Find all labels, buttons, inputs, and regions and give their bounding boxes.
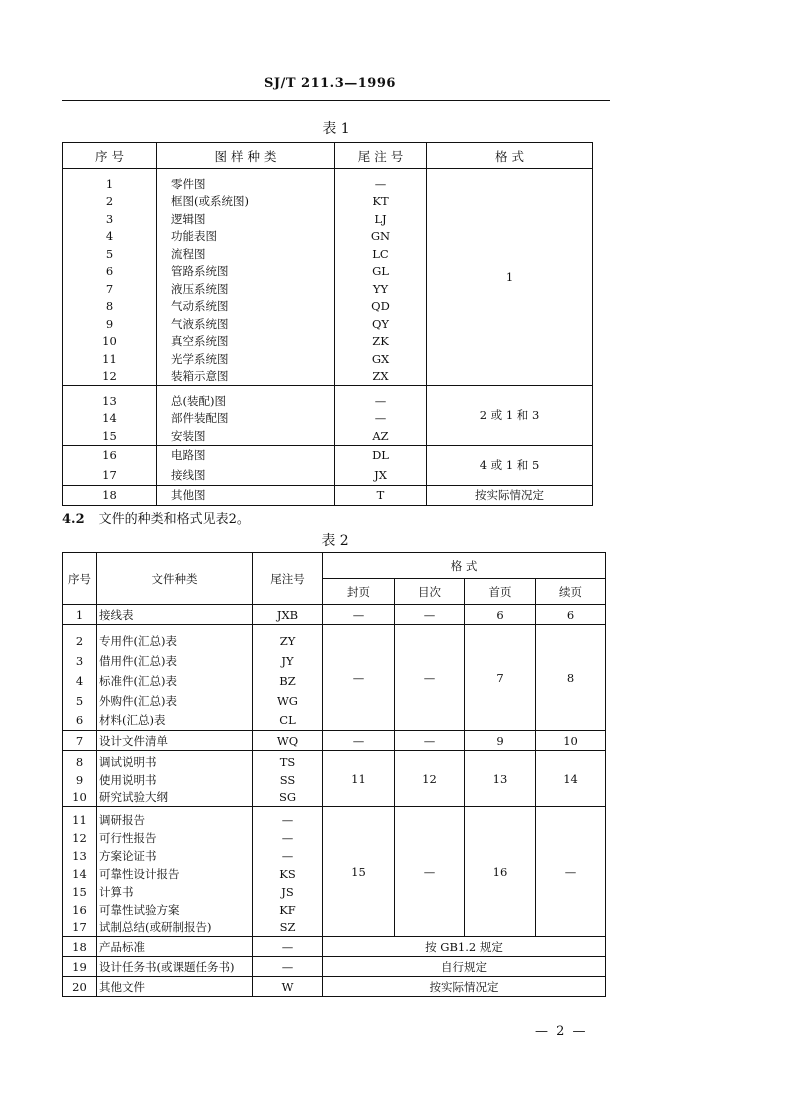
row-no: 13 bbox=[63, 847, 97, 865]
row-kind: 部件装配图 bbox=[157, 410, 335, 428]
row-kind: 接线图 bbox=[157, 465, 335, 485]
row-suffix: LC bbox=[335, 245, 427, 263]
row-no: 14 bbox=[63, 865, 97, 883]
row-suffix: — bbox=[335, 386, 427, 410]
fmt-cover: 15 bbox=[323, 807, 395, 937]
row-kind: 产品标准 bbox=[97, 937, 253, 957]
row-kind: 外购件(汇总)表 bbox=[97, 691, 253, 711]
row-no: 13 bbox=[63, 386, 157, 410]
row-suffix: TS bbox=[253, 751, 323, 771]
row-kind: 功能表图 bbox=[157, 228, 335, 246]
row-kind: 使用说明书 bbox=[97, 771, 253, 789]
section-text: 文件的种类和格式见表2。 bbox=[98, 512, 250, 527]
table-row bbox=[63, 957, 606, 977]
row-no: 9 bbox=[63, 315, 157, 333]
row-suffix: ZY bbox=[253, 625, 323, 651]
row-kind: 调试说明书 bbox=[97, 751, 253, 771]
row-kind: 光学系统图 bbox=[157, 350, 335, 368]
page-number: — 2 — bbox=[535, 1024, 588, 1039]
table1-header-row bbox=[63, 143, 593, 169]
row-suffix: WQ bbox=[253, 731, 323, 751]
section-4-2 bbox=[62, 508, 250, 527]
row-no: 10 bbox=[63, 789, 97, 807]
table-row bbox=[63, 807, 606, 829]
fmt-cont: 6 bbox=[536, 605, 606, 625]
fmt-contents: — bbox=[395, 807, 465, 937]
row-no: 12 bbox=[63, 368, 157, 386]
row-kind: 管路系统图 bbox=[157, 263, 335, 281]
row-kind: 逻辑图 bbox=[157, 210, 335, 228]
row-suffix: — bbox=[335, 410, 427, 428]
row-kind: 方案论证书 bbox=[97, 847, 253, 865]
row-no: 16 bbox=[63, 901, 97, 919]
row-suffix: WG bbox=[253, 691, 323, 711]
row-kind: 调研报告 bbox=[97, 807, 253, 829]
row-kind: 框图(或系统图) bbox=[157, 193, 335, 211]
row-suffix: KS bbox=[253, 865, 323, 883]
fmt-cont: 8 bbox=[536, 625, 606, 731]
table-row bbox=[63, 977, 606, 997]
row-no: 2 bbox=[63, 193, 157, 211]
row-suffix: — bbox=[253, 957, 323, 977]
fmt-merged: 自行规定 bbox=[323, 957, 606, 977]
row-no: 11 bbox=[63, 350, 157, 368]
t2-head-no: 序号 bbox=[63, 553, 97, 605]
row-suffix: SG bbox=[253, 789, 323, 807]
row-no: 7 bbox=[63, 280, 157, 298]
row-suffix: ZX bbox=[335, 368, 427, 386]
row-suffix: JX bbox=[335, 465, 427, 485]
row-suffix: SZ bbox=[253, 919, 323, 937]
row-no: 11 bbox=[63, 807, 97, 829]
row-kind: 其他图 bbox=[157, 485, 335, 505]
row-suffix: BZ bbox=[253, 671, 323, 691]
fmt-first: 9 bbox=[465, 731, 536, 751]
row-suffix: GL bbox=[335, 263, 427, 281]
row-kind: 其他文件 bbox=[97, 977, 253, 997]
t2-head-suffix: 尾注号 bbox=[253, 553, 323, 605]
t1-head-no: 序 号 bbox=[63, 143, 157, 169]
table2-caption: 表 2 bbox=[321, 533, 349, 549]
fmt-merged: 按实际情况定 bbox=[323, 977, 606, 997]
row-kind: 可靠性试验方案 bbox=[97, 901, 253, 919]
fmt-cont: 14 bbox=[536, 751, 606, 807]
row-suffix: — bbox=[335, 169, 427, 193]
row-suffix: YY bbox=[335, 280, 427, 298]
table-row bbox=[63, 605, 606, 625]
row-no: 17 bbox=[63, 919, 97, 937]
row-suffix: — bbox=[253, 937, 323, 957]
fmt-first: 7 bbox=[465, 625, 536, 731]
format-group-3: 4 或 1 和 5 bbox=[427, 445, 593, 485]
row-suffix: AZ bbox=[335, 427, 427, 445]
fmt-cover: — bbox=[323, 605, 395, 625]
row-kind: 流程图 bbox=[157, 245, 335, 263]
row-suffix: DL bbox=[335, 445, 427, 465]
row-no: 3 bbox=[63, 651, 97, 671]
row-suffix: — bbox=[253, 847, 323, 865]
row-no: 1 bbox=[63, 605, 97, 625]
row-kind: 液压系统图 bbox=[157, 280, 335, 298]
fmt-cover: — bbox=[323, 625, 395, 731]
table-row bbox=[63, 937, 606, 957]
row-suffix: KT bbox=[335, 193, 427, 211]
format-group-2: 2 或 1 和 3 bbox=[427, 386, 593, 446]
row-suffix: JS bbox=[253, 883, 323, 901]
row-suffix: QY bbox=[335, 315, 427, 333]
t1-head-format: 格 式 bbox=[427, 143, 593, 169]
row-kind: 标准件(汇总)表 bbox=[97, 671, 253, 691]
section-number: 4.2 bbox=[62, 512, 85, 527]
standard-code-header: SJ/T 211.3—1996 bbox=[264, 76, 396, 91]
fmt-cont: — bbox=[536, 807, 606, 937]
format-group-1: 1 bbox=[427, 169, 593, 386]
row-no: 8 bbox=[63, 298, 157, 316]
row-suffix: GN bbox=[335, 228, 427, 246]
table-row bbox=[63, 169, 593, 193]
row-no: 1 bbox=[63, 169, 157, 193]
fmt-contents: — bbox=[395, 605, 465, 625]
fmt-contents: — bbox=[395, 625, 465, 731]
row-no: 15 bbox=[63, 427, 157, 445]
row-suffix: QD bbox=[335, 298, 427, 316]
table1 bbox=[62, 142, 593, 506]
t2-head-format: 格 式 bbox=[323, 553, 606, 579]
row-kind: 真空系统图 bbox=[157, 333, 335, 351]
row-suffix: — bbox=[253, 829, 323, 847]
t2-head-first: 首页 bbox=[465, 579, 536, 605]
row-no: 10 bbox=[63, 333, 157, 351]
table1-caption: 表 1 bbox=[322, 121, 350, 137]
row-no: 6 bbox=[63, 263, 157, 281]
table2-header-row bbox=[63, 553, 606, 579]
row-kind: 可靠性设计报告 bbox=[97, 865, 253, 883]
row-kind: 试制总结(或研制报告) bbox=[97, 919, 253, 937]
fmt-first: 13 bbox=[465, 751, 536, 807]
row-kind: 可行性报告 bbox=[97, 829, 253, 847]
row-suffix: — bbox=[253, 807, 323, 829]
table2 bbox=[62, 552, 606, 997]
row-no: 18 bbox=[63, 937, 97, 957]
row-kind: 接线表 bbox=[97, 605, 253, 625]
row-kind: 设计文件清单 bbox=[97, 731, 253, 751]
row-no: 14 bbox=[63, 410, 157, 428]
fmt-contents: — bbox=[395, 731, 465, 751]
row-no: 8 bbox=[63, 751, 97, 771]
row-no: 20 bbox=[63, 977, 97, 997]
row-no: 4 bbox=[63, 228, 157, 246]
row-no: 18 bbox=[63, 485, 157, 505]
row-kind: 安装图 bbox=[157, 427, 335, 445]
t2-head-cont: 续页 bbox=[536, 579, 606, 605]
header-rule bbox=[62, 100, 610, 101]
row-suffix: KF bbox=[253, 901, 323, 919]
row-suffix: SS bbox=[253, 771, 323, 789]
row-kind: 总(装配)图 bbox=[157, 386, 335, 410]
t2-head-kind: 文件种类 bbox=[97, 553, 253, 605]
fmt-contents: 12 bbox=[395, 751, 465, 807]
row-kind: 计算书 bbox=[97, 883, 253, 901]
row-no: 7 bbox=[63, 731, 97, 751]
t2-head-cover: 封页 bbox=[323, 579, 395, 605]
fmt-cover: — bbox=[323, 731, 395, 751]
row-kind: 气液系统图 bbox=[157, 315, 335, 333]
table-row bbox=[63, 445, 593, 465]
row-suffix: LJ bbox=[335, 210, 427, 228]
fmt-first: 6 bbox=[465, 605, 536, 625]
row-kind: 专用件(汇总)表 bbox=[97, 625, 253, 651]
fmt-cont: 10 bbox=[536, 731, 606, 751]
row-suffix: GX bbox=[335, 350, 427, 368]
row-kind: 装箱示意图 bbox=[157, 368, 335, 386]
format-other: 按实际情况定 bbox=[427, 485, 593, 505]
row-no: 17 bbox=[63, 465, 157, 485]
row-no: 15 bbox=[63, 883, 97, 901]
fmt-first: 16 bbox=[465, 807, 536, 937]
row-suffix: ZK bbox=[335, 333, 427, 351]
row-no: 5 bbox=[63, 245, 157, 263]
row-no: 3 bbox=[63, 210, 157, 228]
row-kind: 零件图 bbox=[157, 169, 335, 193]
row-no: 12 bbox=[63, 829, 97, 847]
fmt-cover: 11 bbox=[323, 751, 395, 807]
row-kind: 设计任务书(或课题任务书) bbox=[97, 957, 253, 977]
row-no: 5 bbox=[63, 691, 97, 711]
row-kind: 材料(汇总)表 bbox=[97, 711, 253, 731]
fmt-merged: 按 GB1.2 规定 bbox=[323, 937, 606, 957]
row-suffix: JY bbox=[253, 651, 323, 671]
table-row bbox=[63, 485, 593, 505]
row-no: 6 bbox=[63, 711, 97, 731]
row-kind: 气动系统图 bbox=[157, 298, 335, 316]
row-no: 4 bbox=[63, 671, 97, 691]
table-row bbox=[63, 731, 606, 751]
row-kind: 借用件(汇总)表 bbox=[97, 651, 253, 671]
row-suffix: W bbox=[253, 977, 323, 997]
t1-head-kind: 图 样 种 类 bbox=[157, 143, 335, 169]
table-row bbox=[63, 386, 593, 410]
row-suffix: T bbox=[335, 485, 427, 505]
row-suffix: JXB bbox=[253, 605, 323, 625]
row-suffix: CL bbox=[253, 711, 323, 731]
table-row bbox=[63, 751, 606, 771]
row-no: 9 bbox=[63, 771, 97, 789]
row-kind: 研究试验大纲 bbox=[97, 789, 253, 807]
row-no: 19 bbox=[63, 957, 97, 977]
row-no: 16 bbox=[63, 445, 157, 465]
row-no: 2 bbox=[63, 625, 97, 651]
row-kind: 电路图 bbox=[157, 445, 335, 465]
t1-head-suffix: 尾 注 号 bbox=[335, 143, 427, 169]
t2-head-contents: 目次 bbox=[395, 579, 465, 605]
table-row bbox=[63, 625, 606, 651]
